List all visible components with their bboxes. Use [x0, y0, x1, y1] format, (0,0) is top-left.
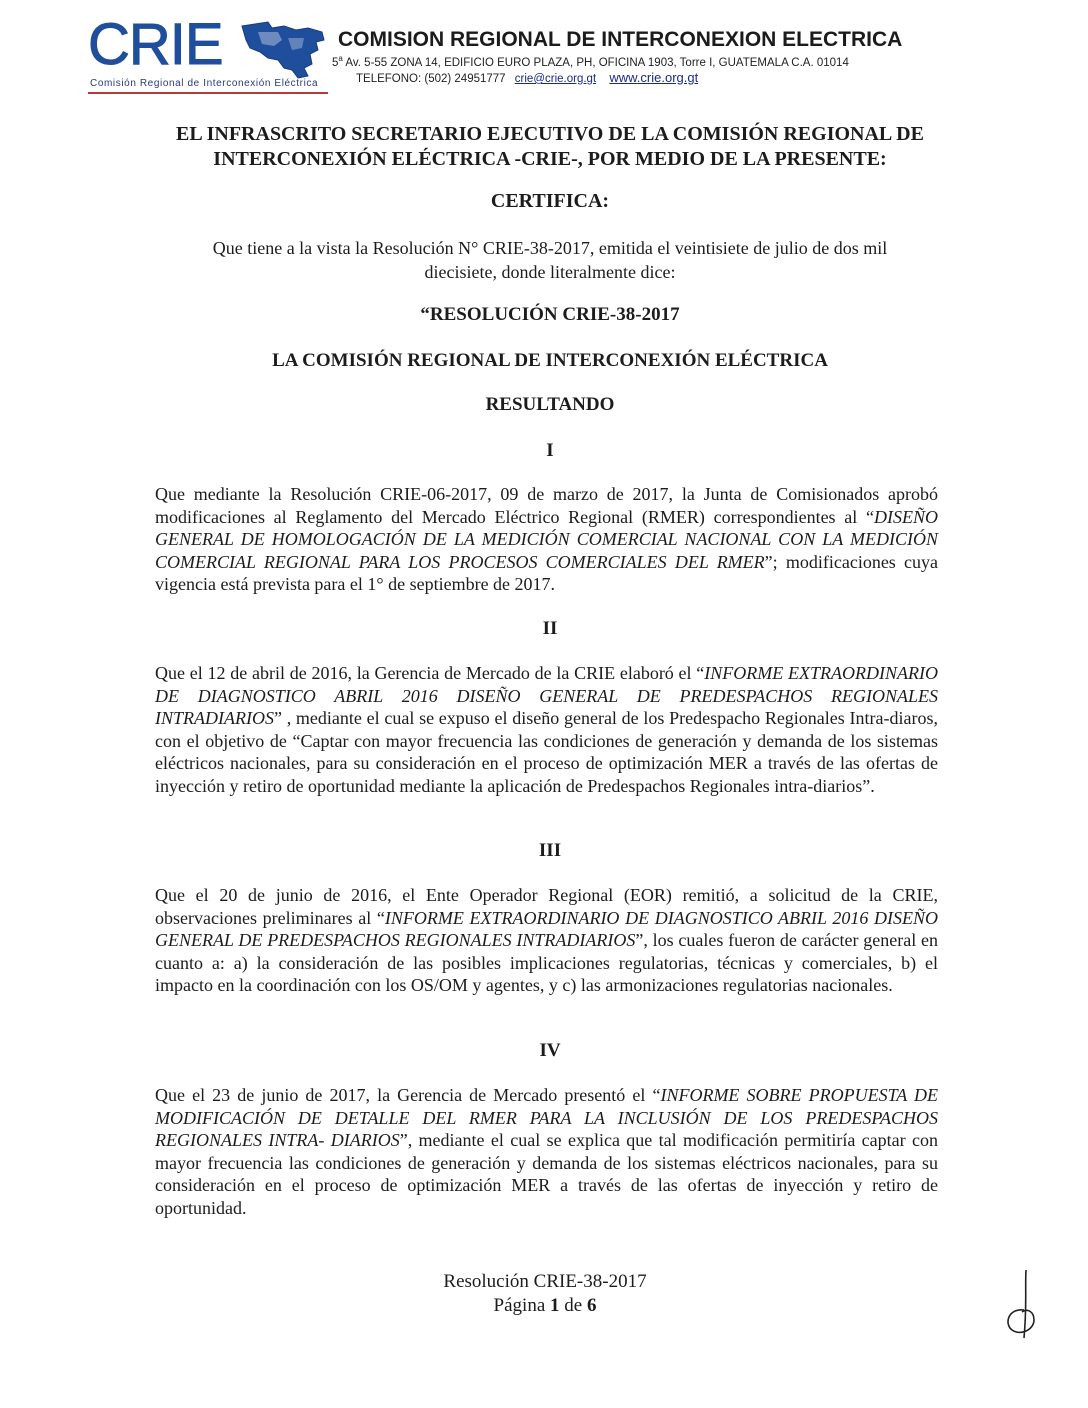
- central-america-map-icon: [238, 18, 330, 82]
- intro-line-2: diecisiete, donde literalmente dice:: [424, 262, 676, 282]
- footer-page-number: [300, 1294, 790, 1318]
- heading-line-1: EL INFRASCRITO SECRETARIO EJECUTIVO DE LA COMISIÓN REGIONAL DE: [176, 123, 924, 145]
- resultando-heading: RESULTANDO: [485, 394, 615, 415]
- address-number: 5: [332, 56, 339, 69]
- page-footer: [300, 1270, 790, 1318]
- section-iii-italic: INFORME EXTRAORDINARIO DE DIAGNOSTICO ABRIL 2016 DISEÑO GENERAL DE PREDESPACHOS REGIONALES INTRADIARIOS: [155, 907, 938, 950]
- section-paragraph-iv: [155, 1084, 938, 1219]
- address-ordinal: a: [338, 54, 343, 63]
- website-link[interactable]: www.crie.org.gt: [609, 70, 699, 85]
- address-text: Av. 5-55 ZONA 14, EDIFICIO EURO PLAZA, PH, OFICINA 1903, Torre I, GUATEMALA C.A. 01014: [345, 56, 849, 69]
- certifica-label: CERTIFICA:: [490, 190, 610, 212]
- section-paragraph-iii: [155, 884, 938, 997]
- logo-text: CRIE: [88, 12, 223, 77]
- page-prefix: Página: [493, 1295, 551, 1316]
- resolution-title: “RESOLUCIÓN CRIE-38-2017: [420, 304, 680, 325]
- section-numeral-iii: III: [538, 840, 562, 861]
- section-i-text-1: Que mediante la Resolución CRIE-06-2017, 09 de marzo de 2017, la Junta de Comisionados aprobó modificaciones al Reglamento del Mercado Eléctrico Regional (RMER) correspondientes al “: [155, 484, 938, 527]
- section-iv-italic: INFORME SOBRE PROPUESTA DE MODIFICACIÓN DE DETALLE DEL RMER PARA LA INCLUSIÓN DE LOS PREDESPACHOS REGIONALES INTRA- DIARIOS: [155, 1085, 938, 1150]
- commission-title: LA COMISIÓN REGIONAL DE INTERCONEXIÓN ELÉCTRICA: [272, 350, 828, 371]
- certification-heading: [150, 122, 950, 172]
- logo-underline: [88, 92, 328, 94]
- section-numeral-i: I: [546, 440, 554, 461]
- section-ii-text-1: Que el 12 de abril de 2016, la Gerencia de Mercado de la CRIE elaboró el “: [155, 663, 705, 683]
- section-paragraph-i: [155, 483, 938, 596]
- page-mid: de: [559, 1295, 587, 1316]
- organization-name: COMISION REGIONAL DE INTERCONEXION ELECTRICA: [338, 28, 903, 51]
- section-ii-italic: INFORME EXTRAORDINARIO DE DIAGNOSTICO ABRIL 2016 DISEÑO GENERAL DE PREDESPACHOS REGIONALES INTRADIARIOS: [155, 663, 938, 728]
- section-i-italic: DISEÑO GENERAL DE HOMOLOGACIÓN DE LA MEDICIÓN COMERCIAL NACIONAL CON LA MEDICIÓN COMERCIAL REGIONAL PARA LOS PROCESOS COMERCIALES DEL RMER: [155, 506, 938, 572]
- intro-paragraph: [150, 236, 950, 284]
- footer-resolution: Resolución CRIE-38-2017: [443, 1271, 647, 1292]
- phone-text: TELEFONO: (502) 24951777: [356, 73, 506, 85]
- section-iv-text-2: ”, mediante el cual se explica que tal modificación permitiría captar con mayor frecuencia las condiciones de generación y demanda de los sistemas eléctricos nacionales, para su consideración en el proceso de optimización MER a través de las ofertas de inyección y retiro de oportunidad.: [155, 1130, 938, 1218]
- section-iii-text-1: Que el 20 de junio de 2016, el Ente Operador Regional (EOR) remitió, a solicitud de la CRIE, observaciones preliminares al “: [155, 885, 938, 928]
- section-iii-text-2: ”, los cuales fueron de carácter general en cuanto a: a) la consideración de las posibles implicaciones regulatorias, técnicas y comerciales, b) el impacto en la coordinación con los OS/OM y agentes, y c) las armonizaciones regulatorias nacionales.: [155, 930, 938, 995]
- section-numeral-ii: II: [542, 618, 558, 639]
- section-iv-text-1: Que el 23 de junio de 2017, la Gerencia de Mercado presentó el “: [155, 1085, 661, 1105]
- section-numeral-iv: IV: [539, 1040, 561, 1061]
- handwritten-initial-signature: [1000, 1268, 1046, 1348]
- crie-logo: [88, 14, 328, 98]
- page-total: 6: [586, 1295, 597, 1316]
- organization-contact: [356, 70, 698, 85]
- email-link[interactable]: crie@crie.org.gt: [514, 73, 597, 85]
- organization-address: [332, 54, 849, 69]
- logo-tagline: Comisión Regional de Interconexión Eléctrica: [90, 78, 319, 89]
- section-i-text-2: ”; modificaciones cuya vigencia está prevista para el 1° de septiembre de 2017.: [155, 551, 938, 594]
- intro-line-1: Que tiene a la vista la Resolución N° CRIE-38-2017, emitida el veintisiete de julio de dos mil: [212, 238, 888, 258]
- page-current: 1: [550, 1295, 560, 1316]
- section-paragraph-ii: [155, 662, 938, 797]
- section-ii-text-2: ” , mediante el cual se expuso el diseño general de los Predespacho Regionales Intra-diaros, con el objetivo de “Captar con mayor frecuencia las condiciones de generación y demanda de los sistemas eléctricos nacionales, para su consideración en el proceso de optimización MER a través de las ofertas de inyección y retiro de oportunidad mediante la aplicación de Predespachos Regionales intra-diarios”.: [155, 708, 938, 796]
- heading-line-2: INTERCONEXIÓN ELÉCTRICA -CRIE-, POR MEDIO DE LA PRESENTE:: [213, 148, 887, 170]
